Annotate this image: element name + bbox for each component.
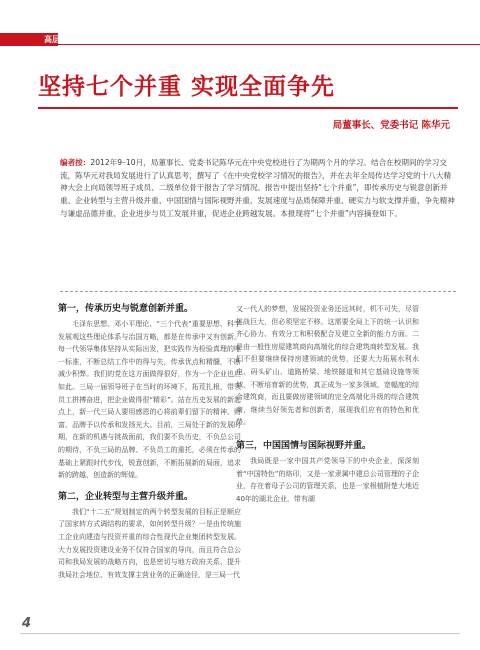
- article-title: 坚持七个并重 实现全面争先: [38, 73, 336, 100]
- editor-note-text: 2012年9–10月，局董事长、党委书记陈华元在中央党校进行了为期两个月的学习。结合在校期间的学习交流，陈华元对我局发展进行了认真思考，撰写了《在中央党校学习情况的报告》，并在去年全局传达学习党的十八大精神大会上向局领导班子成员、二级单位骨干报告了学习情况。报告中提出坚持“七个并重”，即传承历史与锐意创新并重、企业转型与主营升级并重、中国国情与国际视野并重、发展速度与品质保障并重、硬实力与软支撑并重、争先精神与谦虚品德并重、企业进步与员工发展并重，促进企业跨越发展。本报现将“七个并重”内容摘登如下。: [60, 158, 455, 218]
- article-author: 局董事长、党委书记 陈华元: [332, 120, 450, 131]
- section-2-text: 我们“十二五”规划制定的两个转型发展的目标正是顺应了国家转方式调结构的要求，如何转型升级？一是由传统施工企业向建造与投资并重的综合性现代企业集团转型发展。大力发展投资建设业务不仅符合国家的导向，而且符合总公司和我局发展的战略方向，也是密切与地方政府关系、提升我局社会地位、有效支撑主营业务的正确途径，是三局一代: [58, 507, 241, 579]
- section-2-heading: 第二，企业转型与主营升级并重。: [58, 491, 194, 502]
- editor-note: [60, 157, 456, 221]
- section-1-heading: 第一，传承历史与锐意创新并重。: [58, 304, 194, 314]
- header-rule: [58, 44, 480, 45]
- footer-rule: [20, 633, 460, 634]
- editor-note-label: 编者按：: [60, 158, 91, 167]
- section-2-text-continued: 又一代人的梦想，发展投资业务还远其时，机不可失，尽管挑战巨大，但必须坚定不移。这需要全局上下的统一认识和齐心协力、有效分工和积极配合及建立全新的能力方面。二是由一般性房屋建筑商向高端化的综合建筑商转型发展。我们不但要继续保持房建领域的优势，还要大力拓展水利水电、码头矿山、道路桥梁、地铁隧道和其它基础设施等领域，不断培育新的优势，真正成为一家多领域、宽幅度的综合建筑商，而且要做房建领域的完全高端化升级的综合建筑商，继续当好领先者和创新者，展现我们应有的特色和优势。: [236, 305, 419, 427]
- title-rule: [38, 107, 458, 109]
- section-1-text: 毛泽东思想、邓小平理论、“三个代表”重要思想、科学发展观这些理论体系与治国方略，都是在传承中又有创新。每一代领导集体坚持从实际出发，把实践作为检验真理的唯一标准，不断总结工作中的得与失，传承优点和精髓，不断减少积弊。我们的党在这方面做得很好，作为一个企业也应如此。三局一届领导班子在当时的环境下，拓荒扎根，带领员工拼搏奋进，把企业做得很“精彩”。站在历史发展的新起点上，新一代三局人要用感恩的心将前辈们留下的精神、财富、品牌予以传承和发扬光大。目前，三局处于新的发展时期，在新的机遇与挑战面前，我们要不负历史，不负总公司的期待，不负三局的品牌、不负员工的重托，必须在传承的基础上紧跟时代步伐，锐意创新，不断拓展新的局面，追求新的跨越，创造新的辉煌。: [58, 320, 241, 480]
- section-3-text: 我局既是一家中国共产党领导下的中央企业，深深刻着“中国特色”的烙印，又是一家隶属中建总公司管理的子企业，存在着母子公司的管理关系，也是一家根植附楚大地近40年的湖北企业，带有湖: [236, 456, 419, 503]
- section-label: 高层: [44, 35, 60, 44]
- left-column: [58, 303, 241, 581]
- section-3-heading: 第三，中国国情与国际视野并重。: [236, 440, 372, 451]
- page-number: 4: [22, 616, 32, 631]
- right-column: [236, 303, 419, 505]
- section-divider: [60, 291, 456, 292]
